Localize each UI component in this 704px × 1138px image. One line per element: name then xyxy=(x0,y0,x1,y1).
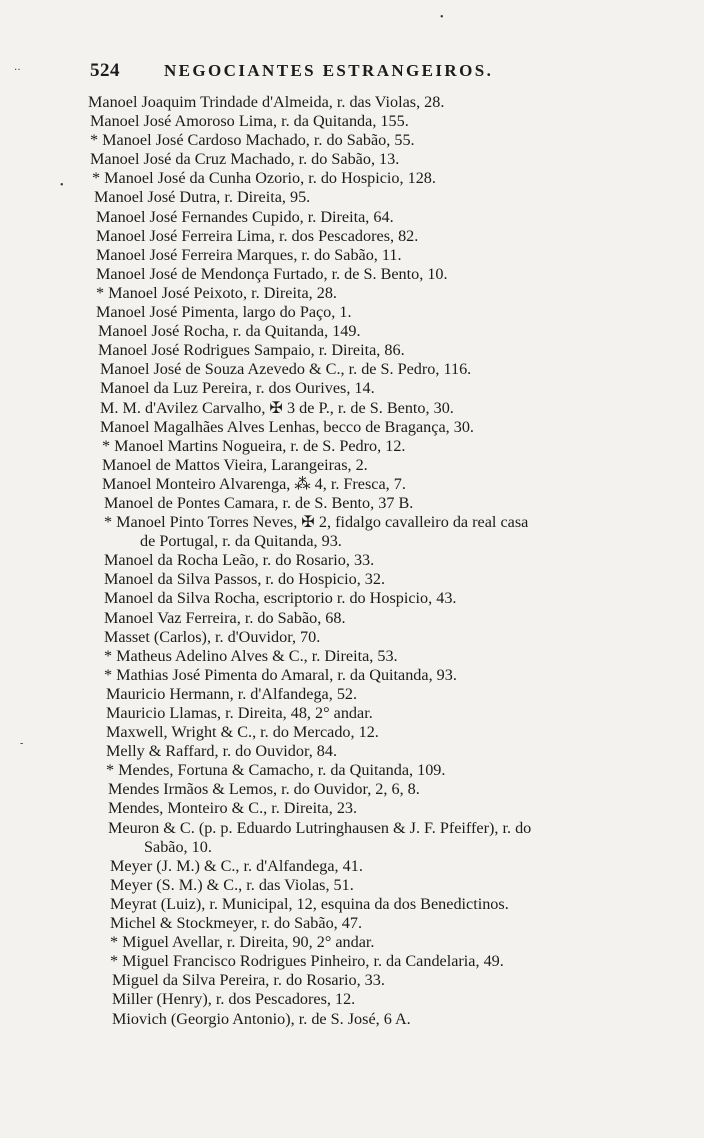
entry-text: Manoel José Rodrigues Sampaio, r. Direita, 86. xyxy=(98,341,405,360)
entry-text: Meyrat (Luiz), r. Municipal, 12, esquina da dos Benedictinos. xyxy=(110,894,509,913)
directory-entry xyxy=(88,570,688,589)
directory-entry xyxy=(88,971,688,990)
margin-mark: • xyxy=(60,180,64,191)
entry-text: Manoel Magalhães Alves Lenhas, becco de Bragança, 30. xyxy=(100,417,474,436)
entry-text: Manoel da Luz Pereira, r. dos Ourives, 14. xyxy=(100,379,375,398)
directory-entry xyxy=(88,647,688,666)
directory-entry xyxy=(88,780,688,799)
directory-entry xyxy=(88,265,688,284)
ink-speck: • xyxy=(440,12,444,23)
directory-entry xyxy=(88,284,688,303)
entry-text: Manoel José da Cruz Machado, r. do Sabão, 13. xyxy=(90,150,400,169)
page-header xyxy=(90,60,570,88)
entry-text: Miovich (Georgio Antonio), r. de S. José, 6 A. xyxy=(112,1009,411,1028)
directory-entry xyxy=(88,93,688,112)
entry-text: Manoel José Fernandes Cupido, r. Direita, 64. xyxy=(96,207,394,226)
entry-text: Meyer (J. M.) & C., r. d'Alfandega, 41. xyxy=(110,856,363,875)
directory-entry xyxy=(88,551,688,570)
entry-text: Mauricio Hermann, r. d'Alfandega, 52. xyxy=(106,684,358,703)
directory-entry xyxy=(88,360,688,379)
directory-entry xyxy=(88,456,688,475)
entry-text: Maxwell, Wright & C., r. do Mercado, 12. xyxy=(106,723,379,742)
directory-entry xyxy=(88,857,688,876)
entry-text: Manoel da Silva Rocha, escriptorio r. do Hospicio, 43. xyxy=(104,589,457,608)
entry-text: Manoel José Ferreira Lima, r. dos Pescadores, 82. xyxy=(96,226,419,245)
directory-entry xyxy=(88,952,688,971)
entry-text: Meyer (S. M.) & C., r. das Violas, 51. xyxy=(110,875,354,894)
directory-entry xyxy=(88,379,688,398)
directory-entry xyxy=(88,227,688,246)
entry-text: Meuron & C. (p. p. Eduardo Lutringhausen & J. F. Pfeiffer), r. do xyxy=(108,818,532,837)
directory-entry xyxy=(88,589,688,608)
entry-continuation: Sabão, 10. xyxy=(144,837,212,856)
page-number: 524 xyxy=(90,60,120,81)
entry-text: Michel & Stockmeyer, r. do Sabão, 47. xyxy=(110,914,363,933)
entry-text: Manoel José Ferreira Marques, r. do Sabão, 11. xyxy=(96,245,402,264)
entry-text: Manoel José Pimenta, largo do Paço, 1. xyxy=(96,303,352,322)
entry-text: Melly & Raffard, r. do Ouvidor, 84. xyxy=(106,742,338,761)
entry-text: Manoel da Silva Passos, r. do Hospicio, 32. xyxy=(104,570,386,589)
entry-text: Miguel da Silva Pereira, r. do Rosario, 33. xyxy=(112,971,385,990)
directory-entry xyxy=(88,819,688,857)
entry-text: Miller (Henry), r. dos Pescadores, 12. xyxy=(112,990,356,1009)
directory-entries xyxy=(88,93,688,1029)
directory-entry xyxy=(88,341,688,360)
entry-text: Mendes, Monteiro & C., r. Direita, 23. xyxy=(108,799,358,818)
entry-text: * Manoel José Cardoso Machado, r. do Sabão, 55. xyxy=(90,131,415,150)
directory-entry xyxy=(88,437,688,456)
directory-entry xyxy=(88,513,688,551)
entry-text: * Miguel Avellar, r. Direita, 90, 2° andar. xyxy=(110,933,375,952)
directory-entry xyxy=(88,131,688,150)
directory-entry xyxy=(88,112,688,131)
directory-entry xyxy=(88,933,688,952)
directory-entry xyxy=(88,761,688,780)
entry-text: Manoel de Pontes Camara, r. de S. Bento, 37 B. xyxy=(104,493,414,512)
entry-text: M. M. d'Avilez Carvalho, ✠ 3 de P., r. de S. Bento, 30. xyxy=(100,398,454,417)
entry-text: Manoel de Mattos Vieira, Larangeiras, 2. xyxy=(102,455,368,474)
margin-mark: - xyxy=(20,738,24,749)
entry-text: * Mendes, Fortuna & Camacho, r. da Quitanda, 109. xyxy=(106,761,446,780)
entry-text: * Miguel Francisco Rodrigues Pinheiro, r. da Candelaria, 49. xyxy=(110,952,504,971)
directory-entry xyxy=(88,303,688,322)
entry-text: * Manoel Martins Nogueira, r. de S. Pedro, 12. xyxy=(102,436,406,455)
directory-entry xyxy=(88,990,688,1009)
directory-entry xyxy=(88,723,688,742)
directory-entry xyxy=(88,742,688,761)
running-title: NEGOCIANTES ESTRANGEIROS. xyxy=(164,61,494,80)
entry-text: Manoel Joaquim Trindade d'Almeida, r. das Violas, 28. xyxy=(88,93,445,111)
entry-text: Manoel José Rocha, r. da Quitanda, 149. xyxy=(98,322,361,341)
directory-entry xyxy=(88,1010,688,1029)
entry-text: Manoel Vaz Ferreira, r. do Sabão, 68. xyxy=(104,608,346,627)
directory-entry xyxy=(88,914,688,933)
directory-entry xyxy=(88,685,688,704)
directory-entry xyxy=(88,399,688,418)
entry-text: * Manoel José da Cunha Ozorio, r. do Hospicio, 128. xyxy=(92,169,436,188)
directory-entry xyxy=(88,418,688,437)
entry-text: Masset (Carlos), r. d'Ouvidor, 70. xyxy=(104,627,321,646)
entry-text: * Manoel Pinto Torres Neves, ✠ 2, fidalgo cavalleiro da real casa xyxy=(104,513,529,532)
directory-entry xyxy=(88,609,688,628)
entry-text: Manoel Monteiro Alvarenga, ⁂ 4, r. Fresca, 7. xyxy=(102,474,406,493)
directory-entry xyxy=(88,169,688,188)
entry-text: Manoel José de Souza Azevedo & C., r. de S. Pedro, 116. xyxy=(100,360,472,379)
directory-entry xyxy=(88,208,688,227)
directory-entry xyxy=(88,494,688,513)
entry-text: * Mathias José Pimenta do Amaral, r. da Quitanda, 93. xyxy=(104,665,457,684)
entry-text: Manoel da Rocha Leão, r. do Rosario, 33. xyxy=(104,551,375,570)
directory-entry xyxy=(88,150,688,169)
entry-text: * Matheus Adelino Alves & C., r. Direita, 53. xyxy=(104,646,398,665)
margin-mark: ‥ xyxy=(14,62,21,73)
directory-entry xyxy=(88,895,688,914)
directory-entry xyxy=(88,246,688,265)
directory-entry xyxy=(88,322,688,341)
entry-text: Mauricio Llamas, r. Direita, 48, 2° andar. xyxy=(106,704,373,722)
directory-entry xyxy=(88,876,688,895)
directory-entry xyxy=(88,666,688,685)
entry-text: Manoel José Amoroso Lima, r. da Quitanda, 155. xyxy=(90,112,409,131)
entry-continuation: de Portugal, r. da Quitanda, 93. xyxy=(140,532,342,551)
entry-text: Manoel José de Mendonça Furtado, r. de S. Bento, 10. xyxy=(96,264,448,283)
directory-entry xyxy=(88,475,688,494)
directory-entry xyxy=(88,188,688,207)
entry-text: Manoel José Dutra, r. Direita, 95. xyxy=(94,188,311,207)
directory-entry xyxy=(88,799,688,818)
directory-entry xyxy=(88,628,688,647)
entry-text: * Manoel José Peixoto, r. Direita, 28. xyxy=(96,283,337,302)
entry-text: Mendes Irmãos & Lemos, r. do Ouvidor, 2, 6, 8. xyxy=(108,780,420,799)
directory-entry xyxy=(88,704,688,723)
